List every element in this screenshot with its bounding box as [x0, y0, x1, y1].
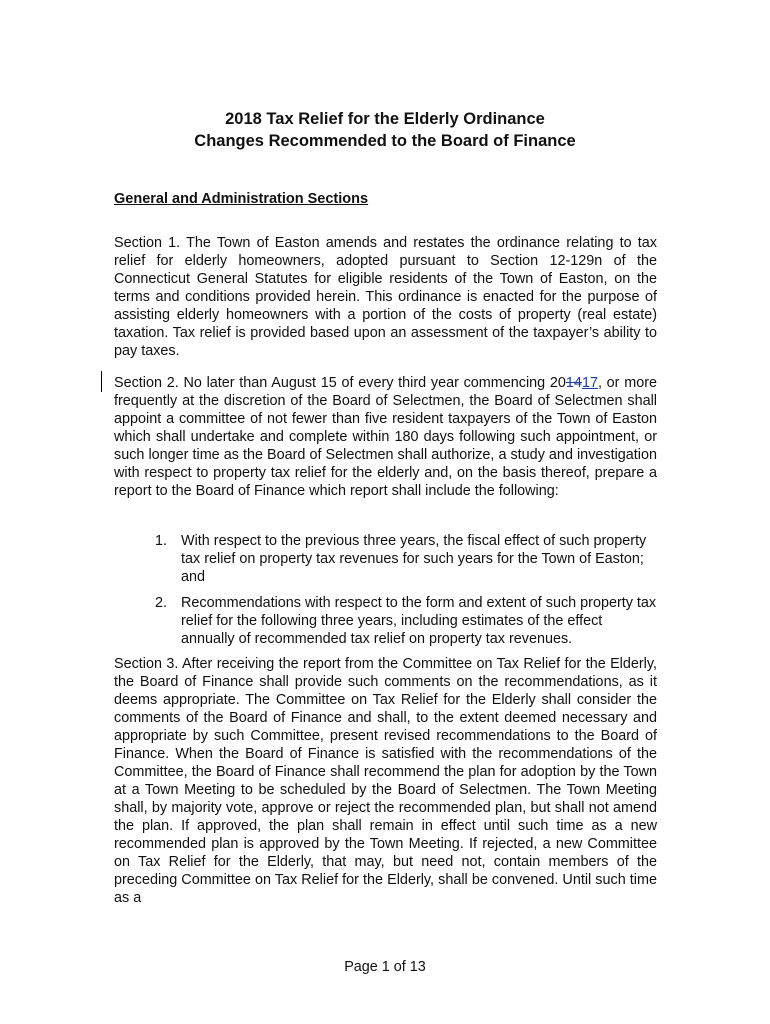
section-heading: General and Administration Sections — [114, 191, 369, 207]
document-title: 2018 Tax Relief for the Elderly Ordinance — [225, 110, 545, 128]
section-1-paragraph: Section 1. The Town of Easton amends and restates the ordinance relating to tax relief for elderly homeowners, adopted pursuant to Section 12-129n of the Connecticut General Statutes for eligible residents of the Town of Easton, on the terms and conditions provided herein. This ordinance is enacted for the purpose of assisting elderly homeowners with a portion of the costs of property (real estate) taxation. Tax relief is provided based upon an assessment of the taxpayer’s ability to pay taxes. — [114, 235, 657, 359]
section-2-text-before: Section 2. No later than August 15 of every third year commencing 20 — [114, 375, 566, 391]
page-number-footer: Page 1 of 13 — [344, 959, 426, 975]
list-item-text: With respect to the previous three years, the fiscal effect of such property tax relief on property tax revenues for such years for the Town of Easton; and — [181, 533, 647, 585]
inserted-revision-text: 17 — [581, 375, 598, 391]
list-item-text: Recommendations with respect to the form and extent of such property tax relief for the following three years, including estimates of the effect annually of recommended tax relief on property tax revenues. — [181, 595, 657, 647]
list-item-number: 2. — [155, 595, 168, 611]
list-item-number: 1. — [155, 533, 168, 549]
deleted-revision-text: 14 — [565, 375, 582, 391]
list-item — [155, 532, 657, 586]
document-subtitle: Changes Recommended to the Board of Finance — [194, 132, 576, 150]
section-2-text-after: , or more frequently at the discretion of the Board of Selectmen, the Board of Selectmen shall appoint a committee of not fewer than five resident taxpayers of the Town of Easton which shall undertake and complete within 180 days following such appointment, or such longer time as the Board of Selectmen shall authorize, a study and investigation with respect to property tax relief for the elderly and, on the basis thereof, prepare a report to the Board of Finance which report shall include the following: — [114, 375, 657, 499]
section-3-paragraph: Section 3. After receiving the report from the Committee on Tax Relief for the Elderly, the Board of Finance shall provide such comments on the recommendations, as it deems appropriate. The Committee on Tax Relief for the Elderly shall consider the comments of the Board of Finance and shall, to the extent deemed necessary and appropriate by such Committee, present revised recommendations to the Board of Finance. When the Board of Finance is satisfied with the recommendations of the Committee, the Board of Finance shall recommend the plan for adoption by the Town at a Town Meeting to be scheduled by the Board of Selectmen. The Town Meeting shall, by majority vote, approve or reject the recommended plan, but shall not amend the plan. If approved, the plan shall remain in effect until such time as a new recommended plan is approved by the Town Meeting. If rejected, a new Committee on Tax Relief for the Elderly, that may, but need not, contain members of the preceding Committee on Tax Relief for the Elderly, shall be convened. Until such time as a — [114, 656, 657, 906]
section-2-paragraph — [114, 374, 657, 500]
list-item — [155, 594, 657, 648]
revision-change-bar — [101, 371, 102, 392]
